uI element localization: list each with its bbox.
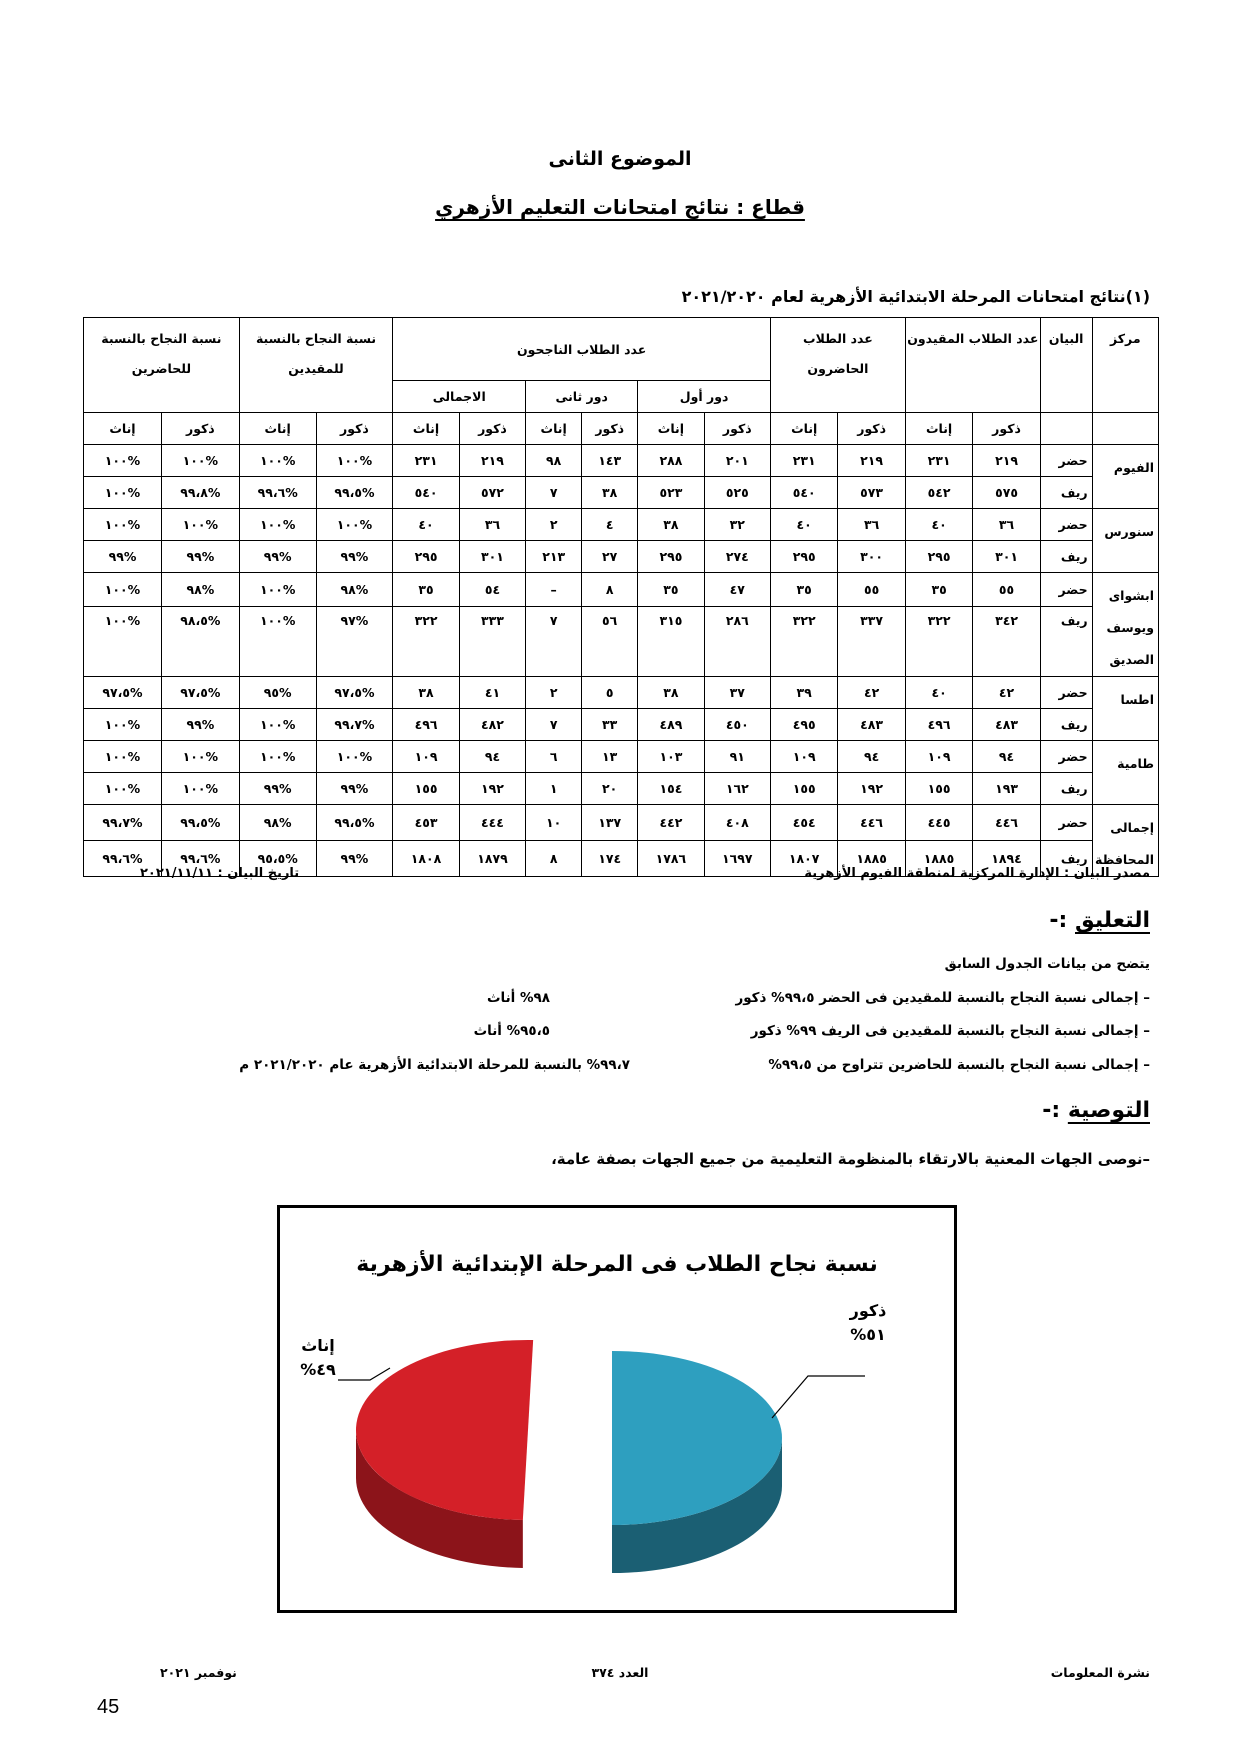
table-cell: %٩٩ [239, 541, 316, 573]
table-cell: %١٠٠ [239, 509, 316, 541]
header-female-1: إناث [770, 413, 837, 445]
governorate-name-line: سنورس [1104, 524, 1154, 539]
table-cell: ٣٢٢ [393, 606, 459, 676]
table-cell: ٥٦ [582, 606, 638, 676]
table-cell: ٤٨٢ [459, 709, 525, 741]
comment-heading [1049, 908, 1150, 933]
table-cell: ٢ [526, 509, 582, 541]
header-passed: عدد الطلاب الناجحون [393, 318, 771, 381]
table-cell: %٩٨ [239, 805, 316, 841]
table-cell: ٥٤٢ [905, 477, 972, 509]
table-caption: (١)نتائج امتحانات المرحلة الابتدائية الأزهرية لعام ٢٠٢١/٢٠٢٠ [681, 287, 1150, 306]
recommendation-heading [1042, 1098, 1150, 1123]
table-cell: ٧ [526, 477, 582, 509]
header-male-5: ذكور [316, 413, 393, 445]
table-cell: ١٠٣ [638, 741, 704, 773]
table-cell: ٤٨٣ [838, 709, 905, 741]
header-male-6: ذكور [161, 413, 239, 445]
table-cell: ٣٢٢ [905, 606, 972, 676]
table-cell: ٤٥٣ [393, 805, 459, 841]
table-cell: ٣٥ [770, 573, 837, 607]
header-female-0: إناث [905, 413, 972, 445]
table-cell: %١٠٠ [239, 741, 316, 773]
page-title: الموضوع الثانى [548, 148, 692, 170]
table-row [84, 541, 1159, 573]
table-cell: ٧ [526, 606, 582, 676]
header-total: الاجمالى [393, 381, 526, 413]
table-cell: %٩٨،٥ [161, 606, 239, 676]
recommendation-heading-suffix: :- [1042, 1098, 1061, 1123]
table-cell: %٩٩،٧ [316, 709, 393, 741]
table-cell: %١٠٠ [84, 509, 162, 541]
table-cell: %١٠٠ [161, 741, 239, 773]
table-cell: ٢٨٦ [704, 606, 770, 676]
table-cell: ٢٣١ [770, 445, 837, 477]
table-cell: ٢٨٨ [638, 445, 704, 477]
area-type: ريف [1040, 541, 1092, 573]
table-cell: – [526, 573, 582, 607]
header-governorate: مركز [1092, 318, 1158, 413]
governorate-name [1092, 445, 1158, 509]
governorate-name-line: ابشواى [1108, 588, 1154, 603]
table-cell: ٢١٩ [973, 445, 1040, 477]
table-cell: ٣٦ [838, 509, 905, 541]
table-cell: ٩٨ [526, 445, 582, 477]
comment-bullet-3-tail: ٩٩،٧% بالنسبة للمرحلة الابتدائية الأزهرية عام ٢٠٢١/٢٠٢٠ م [239, 1057, 630, 1073]
table-cell: ٣٠١ [973, 541, 1040, 573]
table-cell: %١٠٠ [84, 606, 162, 676]
table-cell: ٢١٩ [459, 445, 525, 477]
table-cell: ١٠ [526, 805, 582, 841]
table-row [84, 509, 1159, 541]
header-male-3: ذكور [582, 413, 638, 445]
table-cell: ٢١٣ [526, 541, 582, 573]
table-cell: %٩٩،٥ [316, 477, 393, 509]
table-cell: ٣٤٢ [973, 606, 1040, 676]
area-type: حضر [1040, 677, 1092, 709]
header-male-1: ذكور [838, 413, 905, 445]
table-cell: ٨ [526, 841, 582, 877]
table-cell: %٩٧ [316, 606, 393, 676]
table-cell: ٥ [582, 677, 638, 709]
table-cell: ١٩٣ [973, 773, 1040, 805]
slice-label-1: إناث [301, 1336, 335, 1355]
table-cell: %١٠٠ [316, 741, 393, 773]
table-cell: ١٣ [582, 741, 638, 773]
table-cell: %٩٧،٥ [84, 677, 162, 709]
table-cell: %١٠٠ [84, 477, 162, 509]
table-cell: ٤ [582, 509, 638, 541]
results-table [83, 317, 1159, 877]
table-cell: ١٨٧٩ [459, 841, 525, 877]
table-cell: ١ [526, 773, 582, 805]
table-cell: %٩٩،٥ [316, 805, 393, 841]
comment-bullet-3: – إجمالى نسبة النجاح بالنسبة للحاضرين تتراوح من ٩٩،٥% [768, 1057, 1150, 1073]
table-cell: ١٠٩ [905, 741, 972, 773]
header-female-3: إناث [526, 413, 582, 445]
table-cell: ٣٥ [393, 573, 459, 607]
table-cell: ١٨٠٨ [393, 841, 459, 877]
table-cell: ٣٨ [638, 677, 704, 709]
header-female-5: إناث [239, 413, 316, 445]
table-cell: ٣٩ [770, 677, 837, 709]
table-cell: ٢٣١ [905, 445, 972, 477]
comment-bullet-1-tail: ٩٨% أناث [486, 990, 550, 1006]
table-cell: ٣٦ [459, 509, 525, 541]
table-cell: ١٧٤ [582, 841, 638, 877]
table-cell: ٣٣٣ [459, 606, 525, 676]
table-cell: ٣٨ [393, 677, 459, 709]
table-cell: ٨ [582, 573, 638, 607]
table-cell: ١٧٨٦ [638, 841, 704, 877]
area-type: حضر [1040, 445, 1092, 477]
table-cell: ٥٥ [838, 573, 905, 607]
table-cell: ٣٠٠ [838, 541, 905, 573]
data-date: تاريخ البيان : ٢٠٢١/١١/١١ [140, 866, 300, 881]
table-cell: ١٨٠٧ [770, 841, 837, 877]
table-cell: %٩٧،٥ [316, 677, 393, 709]
table-cell: %١٠٠ [316, 445, 393, 477]
table-cell: %١٠٠ [316, 509, 393, 541]
table-cell: ٤٨٣ [973, 709, 1040, 741]
table-cell: ٥٥ [973, 573, 1040, 607]
table-cell: ١٩٢ [459, 773, 525, 805]
table-cell: %٩٩،٨ [161, 477, 239, 509]
table-cell: ٥٧٣ [838, 477, 905, 509]
table-cell: %٩٩ [316, 773, 393, 805]
table-cell: ٣٥ [638, 573, 704, 607]
table-cell: ٤٢ [973, 677, 1040, 709]
header-first-round: دور أول [638, 381, 771, 413]
table-cell: %٩٩،٧ [84, 805, 162, 841]
recommendation-text: –نوصى الجهات المعنية بالارتقاء بالمنظومة التعليمية من جميع الجهات بصفة عامة، [551, 1150, 1150, 1168]
governorate-name-line: المحافظة [1094, 852, 1154, 867]
area-type: ريف [1040, 709, 1092, 741]
table-cell: %٩٩ [316, 541, 393, 573]
table-cell: ١٣٧ [582, 805, 638, 841]
table-cell: ٣٢٢ [770, 606, 837, 676]
governorate-name-line: الصديق [1109, 652, 1154, 667]
table-cell: ٩١ [704, 741, 770, 773]
table-cell: ٢ [526, 677, 582, 709]
chart-title: نسبة نجاح الطلاب فى المرحلة الإبتدائية الأزهرية [356, 1252, 878, 1277]
leader-line-1 [338, 1368, 390, 1380]
header-male-2: ذكور [704, 413, 770, 445]
pie-chart [280, 1208, 954, 1610]
table-cell: %١٠٠ [84, 709, 162, 741]
footer-month: نوفمبر ٢٠٢١ [160, 1665, 237, 1680]
table-row [84, 677, 1159, 709]
table-cell: ٥٢٣ [638, 477, 704, 509]
table-cell: ١٩٢ [838, 773, 905, 805]
table-cell: ١٦٩٧ [704, 841, 770, 877]
table-cell: ٣٢ [704, 509, 770, 541]
area-type: حضر [1040, 741, 1092, 773]
table-cell: %٩٩ [161, 541, 239, 573]
table-cell: ٥٧٢ [459, 477, 525, 509]
table-cell: %١٠٠ [239, 606, 316, 676]
table-cell: ٣٧ [704, 677, 770, 709]
table-cell: %١٠٠ [161, 773, 239, 805]
table-cell: ٦ [526, 741, 582, 773]
table-cell: ١٠٩ [770, 741, 837, 773]
comment-intro: يتضح من بيانات الجدول السابق [944, 956, 1150, 972]
table-cell: ٢٣١ [393, 445, 459, 477]
table-cell: ١٠٩ [393, 741, 459, 773]
table-cell: ١٦٢ [704, 773, 770, 805]
governorate-name [1092, 677, 1158, 741]
pie-chart-frame [277, 1205, 957, 1613]
table-cell: ٤٩٦ [393, 709, 459, 741]
table-cell: ٤٧ [704, 573, 770, 607]
header-present: عدد الطلاب الحاضرون [770, 318, 905, 413]
table-cell: %٩٥،٥ [239, 841, 316, 877]
table-cell: ٥٤٠ [393, 477, 459, 509]
table-cell: ٤٠ [905, 509, 972, 541]
governorate-name [1092, 741, 1158, 805]
table-cell: ٥٧٥ [973, 477, 1040, 509]
area-type: حضر [1040, 573, 1092, 607]
comment-heading-text: التعليق [1075, 908, 1150, 933]
governorate-name-line: إجمالى [1110, 820, 1154, 835]
table-row [84, 606, 1159, 676]
table-cell: ٥٢٥ [704, 477, 770, 509]
table-cell: ٢٩٥ [905, 541, 972, 573]
table-cell: ٢١٩ [838, 445, 905, 477]
footer-publication: نشرة المعلومات [1050, 1665, 1150, 1680]
table-cell: ٣٠١ [459, 541, 525, 573]
table-cell: ٣٣٧ [838, 606, 905, 676]
recommendation-heading-text: التوصية [1067, 1098, 1150, 1123]
table-cell: %٩٩ [239, 773, 316, 805]
area-type: ريف [1040, 606, 1092, 676]
table-cell: ٢٠١ [704, 445, 770, 477]
table-row [84, 445, 1159, 477]
page-subtitle [0, 195, 1240, 219]
comment-bullet-1: – إجمالى نسبة النجاح بالنسبة للمقيدين فى الحضر ٩٩،٥% ذكور [735, 990, 1150, 1006]
table-cell: ٤١ [459, 677, 525, 709]
table-cell: %٩٩،٦ [239, 477, 316, 509]
table-cell: ٤٤٤ [459, 805, 525, 841]
footer-issue: العدد ٣٧٤ [591, 1665, 649, 1680]
table-cell: ٩٤ [838, 741, 905, 773]
table-cell: ١٨٩٤ [973, 841, 1040, 877]
table-cell: ٢٩٥ [770, 541, 837, 573]
header-statement: البيان [1040, 318, 1092, 413]
table-cell: %١٠٠ [84, 445, 162, 477]
table-cell: ٢٩٥ [638, 541, 704, 573]
table-cell: %٩٨ [316, 573, 393, 607]
governorate-name-line: الفيوم [1113, 460, 1154, 475]
table-cell: ٣٣ [582, 709, 638, 741]
table-cell: ٤٤٥ [905, 805, 972, 841]
table-cell: ٥٤٠ [770, 477, 837, 509]
leader-line-0 [772, 1376, 865, 1418]
governorate-name [1092, 509, 1158, 573]
table-cell: ٩٤ [459, 741, 525, 773]
table-cell: ٤٩٥ [770, 709, 837, 741]
governorate-name-line: طامية [1117, 756, 1154, 771]
table-cell: %٩٨ [161, 573, 239, 607]
gender-header-row [84, 413, 1159, 445]
area-type: حضر [1040, 805, 1092, 841]
table-cell: ٥٤ [459, 573, 525, 607]
governorate-name-line: اطسا [1120, 692, 1154, 707]
table-cell: ١٥٥ [905, 773, 972, 805]
table-cell: %٩٩،٦ [84, 841, 162, 877]
table-cell: ٤٥٠ [704, 709, 770, 741]
table-cell: %١٠٠ [84, 773, 162, 805]
table-cell: ٣٥ [905, 573, 972, 607]
table-cell: ٣١٥ [638, 606, 704, 676]
page-number: 45 [97, 1696, 120, 1718]
table-cell: ٢٠ [582, 773, 638, 805]
header-registered: عدد الطلاب المقيدون [905, 318, 1040, 413]
data-source: مصدر البيان : الإدارة المركزية لمنطقة الفيوم الأزهرية [804, 866, 1150, 881]
slice-value-label-1: %٤٩ [300, 1360, 336, 1379]
header-second-round: دور ثانى [526, 381, 638, 413]
table-row [84, 773, 1159, 805]
table-cell: ١٨٨٥ [838, 841, 905, 877]
page-subtitle-text: قطاع : نتائج امتحانات التعليم الأزهري [435, 195, 805, 219]
area-type: ريف [1040, 477, 1092, 509]
header-female-4: إناث [393, 413, 459, 445]
header-female-6: إناث [84, 413, 162, 445]
table-cell: %٩٥ [239, 677, 316, 709]
table-cell: %٩٩ [316, 841, 393, 877]
header-rate-present: نسبة النجاح بالنسبة للحاضرين [84, 318, 240, 413]
area-type: حضر [1040, 509, 1092, 541]
table-cell: ٣٦ [973, 509, 1040, 541]
table-row [84, 805, 1159, 841]
table-cell: ٤٠ [770, 509, 837, 541]
area-type: ريف [1040, 841, 1092, 877]
table-cell: %١٠٠ [161, 445, 239, 477]
table-cell: %٩٩ [84, 541, 162, 573]
table-cell: ٧ [526, 709, 582, 741]
table-cell: ٤٠ [905, 677, 972, 709]
header-female-2: إناث [638, 413, 704, 445]
table-cell: ٤٤٢ [638, 805, 704, 841]
table-cell: ٤٩٦ [905, 709, 972, 741]
table-row [84, 741, 1159, 773]
table-row [84, 709, 1159, 741]
table-cell: ٢٩٥ [393, 541, 459, 573]
table-row [84, 477, 1159, 509]
table-cell: %٩٩،٦ [161, 841, 239, 877]
area-type: ريف [1040, 773, 1092, 805]
table-cell: ٢٧٤ [704, 541, 770, 573]
header-male-4: ذكور [459, 413, 525, 445]
table-cell: ٤٠ [393, 509, 459, 541]
table-cell: ٤٠٨ [704, 805, 770, 841]
table-cell: ١٥٥ [393, 773, 459, 805]
header-rate-registered: نسبة النجاح بالنسبة للمقيدين [239, 318, 393, 413]
table-cell: %١٠٠ [161, 509, 239, 541]
table-cell: ١٨٨٥ [905, 841, 972, 877]
governorate-name-line: ويوسف [1106, 620, 1154, 635]
comment-bullet-2: – إجمالى نسبة النجاح بالنسبة للمقيدين فى الريف ٩٩% ذكور [750, 1023, 1150, 1039]
table-cell: ٤٥٤ [770, 805, 837, 841]
table-cell: ٢٧ [582, 541, 638, 573]
table-cell: ١٥٤ [638, 773, 704, 805]
table-cell: ٤٤٦ [838, 805, 905, 841]
slice-label-0: ذكور [849, 1301, 887, 1320]
table-cell: %١٠٠ [239, 573, 316, 607]
governorate-name [1092, 573, 1158, 677]
table-cell: ١٤٣ [582, 445, 638, 477]
table-cell: %١٠٠ [239, 709, 316, 741]
table-row [84, 573, 1159, 607]
comment-bullet-2-tail: ٩٥،٥% أناث [473, 1023, 550, 1039]
table-cell: %٩٧،٥ [161, 677, 239, 709]
table-cell: ٤٢ [838, 677, 905, 709]
table-cell: ٣٨ [582, 477, 638, 509]
table-cell: %٩٩ [161, 709, 239, 741]
table-cell: ٤٤٦ [973, 805, 1040, 841]
table-cell: ٤٨٩ [638, 709, 704, 741]
table-cell: %٩٩،٥ [161, 805, 239, 841]
table-cell: %١٠٠ [239, 445, 316, 477]
table-cell: ٩٤ [973, 741, 1040, 773]
table-cell: ١٥٥ [770, 773, 837, 805]
slice-value-label-0: %٥١ [850, 1325, 886, 1344]
comment-heading-suffix: :- [1049, 908, 1068, 933]
header-male-0: ذكور [973, 413, 1040, 445]
table-cell: %١٠٠ [84, 573, 162, 607]
table-cell: %١٠٠ [84, 741, 162, 773]
table-cell: ٣٨ [638, 509, 704, 541]
